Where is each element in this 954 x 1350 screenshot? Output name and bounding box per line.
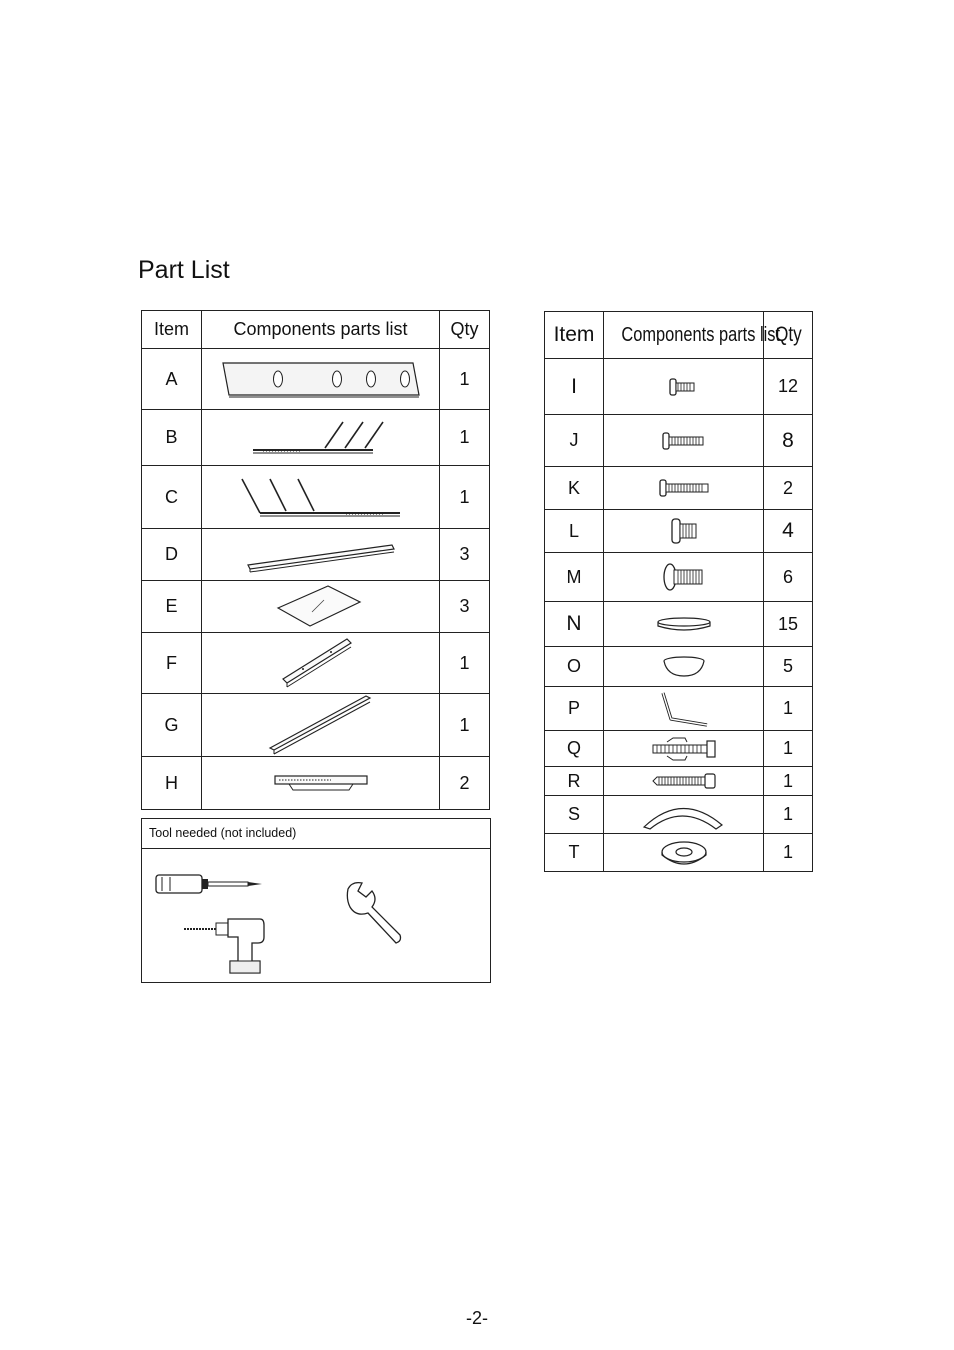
item-label: F [142,633,202,694]
part-image-cell [202,349,440,410]
qty-value: 8 [764,415,813,467]
item-label: T [545,834,604,872]
item-label: M [545,553,604,602]
table-row [545,553,813,602]
qty-value: 3 [440,529,490,581]
part-image-cell [202,529,440,581]
part-image-cell [202,581,440,633]
table-header-row [142,311,490,349]
wrench-icon [342,879,406,947]
table-row [142,466,490,529]
table-header-row [545,312,813,359]
long-angle-bar-icon [268,694,374,756]
item-label: H [142,757,202,810]
table-row [545,796,813,834]
qty-column-header: Qty [764,312,813,359]
page-number: -2- [466,1308,488,1328]
qty-value: 4 [764,510,813,553]
item-label: P [545,687,604,731]
parts-table-left [141,310,490,810]
table-row [142,349,490,410]
item-label: Q [545,731,604,767]
glass-plate-icon [276,584,366,630]
part-image-cell [604,647,764,687]
frame-with-three-arms-reversed-icon [236,473,406,521]
table-row [545,834,813,872]
qty-value: 1 [440,633,490,694]
item-label: C [142,466,202,529]
washer-icon [659,839,709,867]
item-column-header: Item [545,312,604,359]
part-image-cell [604,602,764,647]
anchor-bolt-icon [651,736,717,762]
page-title: Part List [138,256,230,284]
item-column-header: Item [142,311,202,349]
item-label: E [142,581,202,633]
part-image-cell [202,757,440,810]
lag-bolt-icon [651,771,717,791]
table-row [142,633,490,694]
part-image-cell [604,510,764,553]
curved-strip-icon [642,799,726,831]
panel-with-slots-icon [221,357,421,401]
qty-value: 6 [764,553,813,602]
qty-value: 1 [440,694,490,757]
qty-value: 2 [764,467,813,510]
item-label: D [142,529,202,581]
item-label: L [545,510,604,553]
thumb-screw-icon [660,562,708,592]
components-column-header: Components parts list [604,312,764,359]
item-label: G [142,694,202,757]
part-image-cell [604,731,764,767]
item-label: J [545,415,604,467]
part-image-cell [604,467,764,510]
table-row [545,647,813,687]
short-screw-icon [664,377,704,397]
table-row [142,529,490,581]
part-image-cell [604,687,764,731]
part-image-cell [202,694,440,757]
qty-column-header: Qty [440,311,490,349]
item-label: O [545,647,604,687]
part-image-cell [202,633,440,694]
qty-value: 5 [764,647,813,687]
table-row [545,731,813,767]
table-row [545,359,813,415]
stub-screw-icon [666,517,702,545]
part-image-cell [604,796,764,834]
qty-value: 3 [440,581,490,633]
qty-value: 1 [764,796,813,834]
cap-icon [659,654,709,680]
part-image-cell [604,767,764,796]
part-image-cell [604,359,764,415]
table-row [545,467,813,510]
part-image-cell [202,466,440,529]
item-label: I [545,359,604,415]
table-row [545,767,813,796]
qty-value: 15 [764,602,813,647]
components-column-header: Components parts list [202,311,440,349]
long-rail-icon [246,537,396,573]
table-row [545,415,813,467]
qty-value: 2 [440,757,490,810]
item-label: A [142,349,202,410]
power-drill-icon [182,915,272,977]
table-row [142,757,490,810]
qty-value: 1 [764,834,813,872]
frame-with-three-arms-icon [251,418,391,458]
allen-key-icon [657,689,711,729]
table-row [545,602,813,647]
item-label: B [142,410,202,466]
qty-value: 1 [440,349,490,410]
item-label: N [545,602,604,647]
tools-heading: Tool needed (not included) [142,819,490,849]
long-screw-icon [656,478,712,498]
table-row [545,687,813,731]
table-row [142,581,490,633]
part-image-cell [604,834,764,872]
part-image-cell [604,553,764,602]
part-image-cell [202,410,440,466]
qty-value: 1 [440,466,490,529]
item-label: R [545,767,604,796]
qty-value: 1 [764,767,813,796]
table-row [142,410,490,466]
medium-screw-icon [659,431,709,451]
short-channel-icon [281,637,361,689]
item-label: K [545,467,604,510]
screwdriver-icon [154,871,266,897]
qty-value: 12 [764,359,813,415]
perforated-bracket-icon [271,772,371,794]
table-row [142,694,490,757]
ring-spacer-icon [654,614,714,634]
qty-value: 1 [764,687,813,731]
item-label: S [545,796,604,834]
qty-value: 1 [440,410,490,466]
tools-box [141,818,491,983]
part-image-cell [604,415,764,467]
qty-value: 1 [764,731,813,767]
parts-table-right [544,311,813,872]
table-row [545,510,813,553]
